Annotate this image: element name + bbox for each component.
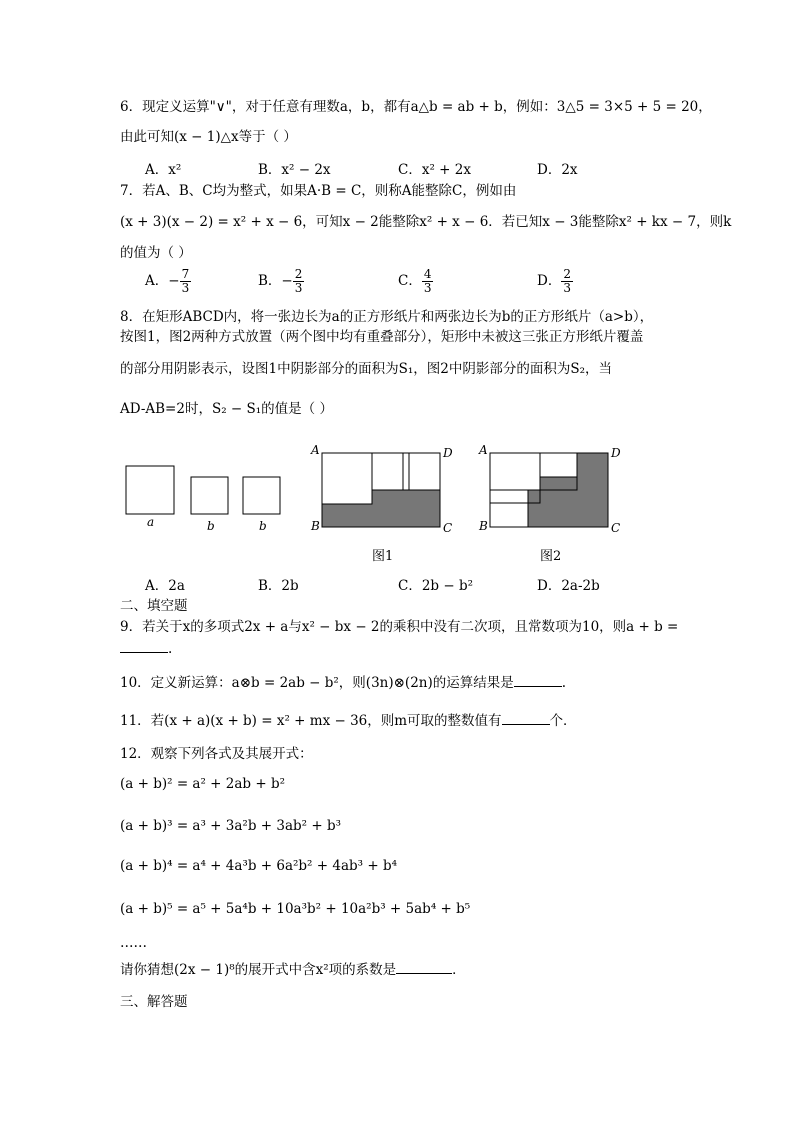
q8-option-c: C．2b − b² <box>398 578 474 594</box>
q7-line1: 7．若A、B、C均为整式，如果A·B = C，则称A能整除C，例如由 <box>120 183 517 199</box>
q6-option-a: A．x² <box>145 162 182 178</box>
q12-ellipsis: …… <box>120 935 147 951</box>
fig1-label-a: A <box>311 443 320 457</box>
fig2-label-d: D <box>611 446 621 460</box>
q6-option-d: D．2x <box>537 162 578 178</box>
q11-answer-blank[interactable] <box>502 712 550 725</box>
q7-option-c: C． $\frac{4}{3}$ <box>398 267 432 295</box>
square-b-2-label: b <box>259 519 267 533</box>
section-3-heading: 三、解答题 <box>120 994 188 1010</box>
q8-option-a: A．2a <box>145 578 185 594</box>
q12-intro: 12．观察下列各式及其展开式： <box>120 746 313 762</box>
q8-line3: 的部分用阴影表示，设图1中阴影部分的面积为S₁，图2中阴影部分的面积为S₂，当 <box>120 361 612 377</box>
q10-line: 10．定义新运算：a⊗b = 2ab − b²，则(3n)⊗(2n)的运算结果是 . <box>120 675 567 691</box>
fig1-label-b: B <box>311 519 320 533</box>
square-a-label: a <box>147 515 155 529</box>
q11-line: 11．若(x + a)(x + b) = x² + mx − 36，则m可取的整数值有 个． <box>120 713 577 729</box>
fig2-label-a: A <box>479 443 488 457</box>
q7-line2: (x + 3)(x − 2) = x² + x − 6，可知x − 2能整除x² + x − 6．若已知x − 3能整除x² + kx − 7，则k <box>120 214 732 230</box>
q12-eq2: (a + b)³ = a³ + 3a²b + 3ab² + b³ <box>120 818 342 834</box>
q12-eq3: (a + b)⁴ = a⁴ + 4a³b + 6a²b² + 4ab³ + b⁴ <box>120 858 398 874</box>
fig1-caption: 图1 <box>372 549 394 564</box>
fig2-caption: 图2 <box>540 549 562 564</box>
q8-line1: 8．在矩形ABCD内，将一张边长为a的正方形纸片和两张边长为b的正方形纸片（a>b）， <box>120 309 654 325</box>
square-b-2 <box>243 477 280 514</box>
q8-line4: AD-AB=2时，S₂ − S₁的值是（ ） <box>120 401 333 417</box>
section-2-heading: 二、填空题 <box>120 598 188 614</box>
q10-answer-blank[interactable] <box>514 674 562 687</box>
q8-figures <box>0 440 794 580</box>
q6-line1: 6．现定义运算"∨"，对于任意有理数a，b，都有a△b = ab + b，例如：3△5 = 3×5 + 5 = 20， <box>120 99 712 115</box>
q6-option-b: B．x² − 2x <box>258 162 331 178</box>
figure-2 <box>478 443 621 535</box>
square-a <box>126 466 174 514</box>
fig1-label-c: C <box>443 521 453 535</box>
q6-line2: 由此可知(x − 1)△x等于（ ） <box>120 129 297 145</box>
q12-answer-blank[interactable] <box>396 961 452 974</box>
fig1-shaded-region <box>322 490 440 527</box>
q12-question: 请你猜想(2x − 1)⁸的展开式中含x²项的系数是 ． <box>120 962 466 978</box>
q9-line1: 9．若关于x的多项式2x + a与x² − bx − 2的乘积中没有二次项，且常数项为10，则a + b = <box>120 619 679 635</box>
q9-line2: . <box>120 640 172 658</box>
q7-line3: 的值为（ ） <box>120 245 192 261</box>
fig2-label-c: C <box>611 521 621 535</box>
q8-option-d: D．2a-2b <box>537 578 600 594</box>
q8-line2: 按图1，图2两种方式放置（两个图中均有重叠部分），矩形中未被这三张正方形纸片覆盖 <box>120 329 644 345</box>
square-b-1-label: b <box>207 519 215 533</box>
fig1-label-d: D <box>443 446 453 460</box>
q7-option-a: A．− $\frac{7}{3}$ <box>145 267 190 295</box>
q8-option-b: B．2b <box>258 578 299 594</box>
q7-option-d: D． $\frac{2}{3}$ <box>537 267 571 295</box>
q7-option-b: B．− $\frac{2}{3}$ <box>258 267 303 295</box>
q6-option-c: C．x² + 2x <box>398 162 471 178</box>
q9-answer-blank[interactable] <box>120 640 168 653</box>
q12-eq4: (a + b)⁵ = a⁵ + 5a⁴b + 10a³b² + 10a²b³ + 5ab⁴ + b⁵ <box>120 901 471 917</box>
fig2-label-b: B <box>479 519 488 533</box>
square-b-1 <box>191 477 228 514</box>
figure-1 <box>310 443 453 535</box>
q12-eq1: (a + b)² = a² + 2ab + b² <box>120 776 286 792</box>
